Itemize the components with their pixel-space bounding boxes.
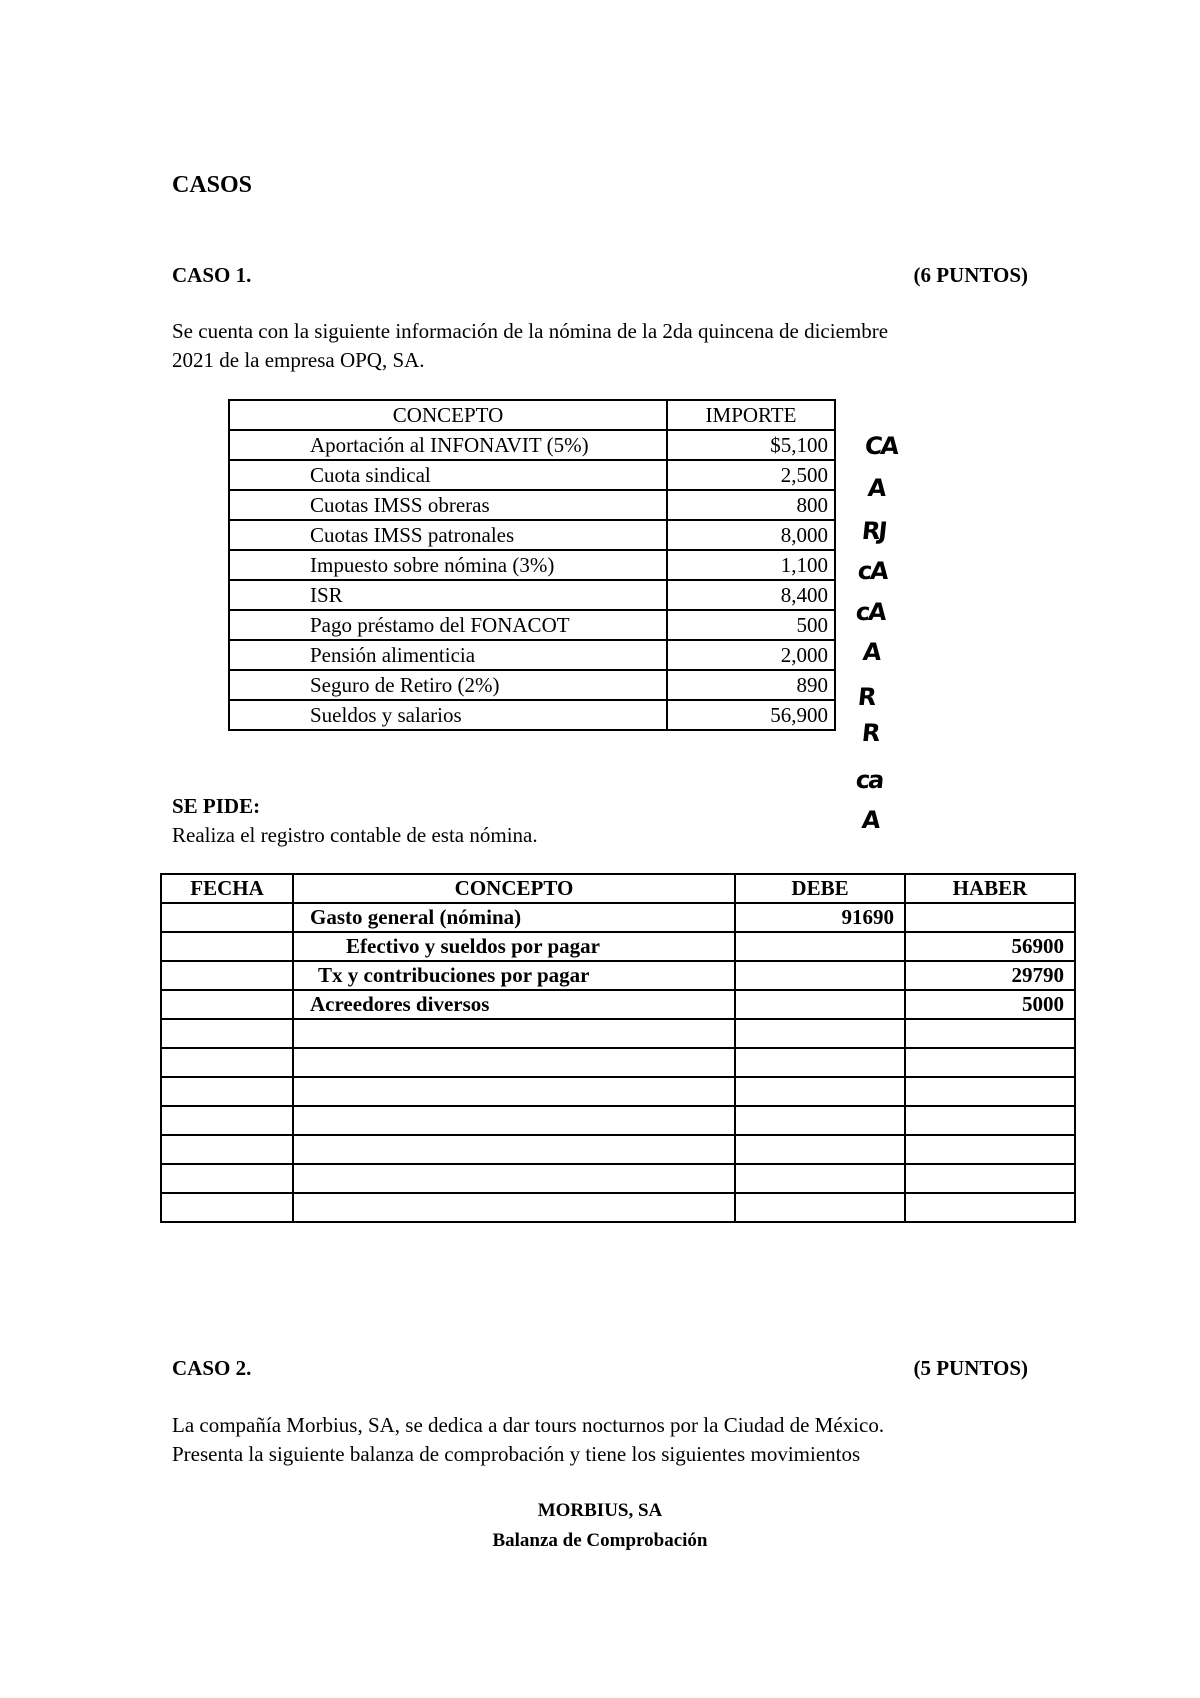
journal-concepto bbox=[293, 1048, 735, 1077]
handwritten-note: R bbox=[860, 719, 880, 747]
nomina-concept: Cuotas IMSS patronales bbox=[229, 520, 667, 550]
journal-concepto: Acreedores diversos bbox=[293, 990, 735, 1019]
journal-concepto bbox=[293, 1164, 735, 1193]
journal-haber: 29790 bbox=[905, 961, 1075, 990]
handwritten-note: cA bbox=[856, 557, 889, 585]
table-row bbox=[161, 1019, 1075, 1048]
caso2-intro-line1: La compañía Morbius, SA, se dedica a dar tours nocturnos por la Ciudad de México. bbox=[172, 1413, 885, 1437]
table-row bbox=[229, 430, 835, 460]
company-name: MORBIUS, SA bbox=[537, 1500, 663, 1521]
journal-haber bbox=[905, 1135, 1075, 1164]
caso1-intro-line2: 2021 de la empresa OPQ, SA. bbox=[172, 348, 425, 372]
nomina-concept: Aportación al INFONAVIT (5%) bbox=[229, 430, 667, 460]
table-row bbox=[161, 1164, 1075, 1193]
nomina-header-importe: IMPORTE bbox=[667, 400, 835, 430]
table-row bbox=[229, 610, 835, 640]
table-row bbox=[229, 550, 835, 580]
nomina-amount: 800 bbox=[667, 490, 835, 520]
nomina-amount: 8,400 bbox=[667, 580, 835, 610]
caso2-heading: CASO 2. bbox=[172, 1356, 252, 1380]
nomina-amount: 890 bbox=[667, 670, 835, 700]
journal-concepto: Gasto general (nómina) bbox=[293, 903, 735, 932]
nomina-concept: Pensión alimenticia bbox=[229, 640, 667, 670]
table-row bbox=[161, 1135, 1075, 1164]
caso2-intro-line2: Presenta la siguiente balanza de comprobación y tiene los siguientes movimientos bbox=[172, 1442, 861, 1466]
journal-header-fecha: FECHA bbox=[161, 874, 293, 903]
journal-haber bbox=[905, 1048, 1075, 1077]
page-title: CASOS bbox=[172, 172, 253, 198]
journal-fecha bbox=[161, 961, 293, 990]
journal-fecha bbox=[161, 1135, 293, 1164]
journal-debe bbox=[735, 1164, 905, 1193]
table-row bbox=[229, 670, 835, 700]
nomina-header-concepto: CONCEPTO bbox=[229, 400, 667, 430]
table-row bbox=[229, 460, 835, 490]
journal-haber: 56900 bbox=[905, 932, 1075, 961]
nomina-amount: 56,900 bbox=[667, 700, 835, 730]
nomina-concept: Pago préstamo del FONACOT bbox=[229, 610, 667, 640]
table-row bbox=[161, 1048, 1075, 1077]
table-row bbox=[161, 961, 1075, 990]
journal-debe bbox=[735, 932, 905, 961]
table-row bbox=[229, 700, 835, 730]
journal-debe bbox=[735, 1193, 905, 1222]
table-row bbox=[229, 580, 835, 610]
caso1-intro bbox=[172, 317, 1032, 375]
journal-fecha bbox=[161, 1077, 293, 1106]
nomina-concept: Seguro de Retiro (2%) bbox=[229, 670, 667, 700]
nomina-concept: Cuotas IMSS obreras bbox=[229, 490, 667, 520]
journal-fecha bbox=[161, 990, 293, 1019]
journal-header-debe: DEBE bbox=[735, 874, 905, 903]
se-pide-text: Realiza el registro contable de esta nómina. bbox=[172, 823, 538, 847]
journal-fecha bbox=[161, 1048, 293, 1077]
table-row bbox=[229, 640, 835, 670]
table-row bbox=[161, 932, 1075, 961]
journal-concepto: Efectivo y sueldos por pagar bbox=[293, 932, 735, 961]
journal-fecha bbox=[161, 1164, 293, 1193]
journal-fecha bbox=[161, 932, 293, 961]
journal-concepto bbox=[293, 1077, 735, 1106]
handwritten-note: RJ bbox=[860, 517, 887, 545]
nomina-table bbox=[228, 399, 836, 731]
report-title: Balanza de Comprobación bbox=[492, 1530, 708, 1551]
journal-concepto bbox=[293, 1193, 735, 1222]
journal-fecha bbox=[161, 1019, 293, 1048]
journal-haber bbox=[905, 1164, 1075, 1193]
caso2-points: (5 PUNTOS) bbox=[913, 1356, 1028, 1380]
journal-fecha bbox=[161, 1106, 293, 1135]
handwritten-note: R bbox=[856, 683, 876, 711]
caso1-heading: CASO 1. bbox=[172, 263, 252, 287]
handwritten-note: A bbox=[866, 474, 887, 502]
journal-debe bbox=[735, 1019, 905, 1048]
journal-debe bbox=[735, 1048, 905, 1077]
table-row bbox=[229, 520, 835, 550]
table-row bbox=[161, 1077, 1075, 1106]
journal-header-haber: HABER bbox=[905, 874, 1075, 903]
journal-debe: 91690 bbox=[735, 903, 905, 932]
handwritten-note: A bbox=[860, 806, 881, 834]
journal-haber bbox=[905, 903, 1075, 932]
handwritten-note: cA bbox=[854, 598, 887, 626]
se-pide-label: SE PIDE: bbox=[172, 794, 261, 818]
journal-haber bbox=[905, 1019, 1075, 1048]
nomina-concept: Sueldos y salarios bbox=[229, 700, 667, 730]
nomina-amount: 1,100 bbox=[667, 550, 835, 580]
nomina-amount: 2,500 bbox=[667, 460, 835, 490]
table-row bbox=[161, 903, 1075, 932]
handwritten-note: ca bbox=[854, 766, 884, 794]
caso1-points: (6 PUNTOS) bbox=[913, 263, 1028, 287]
journal-haber bbox=[905, 1077, 1075, 1106]
nomina-concept: ISR bbox=[229, 580, 667, 610]
table-row bbox=[161, 1193, 1075, 1222]
handwritten-note: CA bbox=[863, 432, 899, 460]
journal-concepto bbox=[293, 1135, 735, 1164]
journal-debe bbox=[735, 1135, 905, 1164]
journal-haber bbox=[905, 1193, 1075, 1222]
journal-debe bbox=[735, 961, 905, 990]
journal-concepto: Tx y contribuciones por pagar bbox=[293, 961, 735, 990]
journal-table bbox=[160, 873, 1076, 1223]
caso1-intro-line1: Se cuenta con la siguiente información de la nómina de la 2da quincena de diciembre bbox=[172, 319, 889, 343]
journal-fecha bbox=[161, 1193, 293, 1222]
journal-haber: 5000 bbox=[905, 990, 1075, 1019]
journal-fecha bbox=[161, 903, 293, 932]
journal-debe bbox=[735, 1077, 905, 1106]
nomina-concept: Impuesto sobre nómina (3%) bbox=[229, 550, 667, 580]
nomina-amount: 8,000 bbox=[667, 520, 835, 550]
table-row bbox=[161, 1106, 1075, 1135]
nomina-amount: $5,100 bbox=[667, 430, 835, 460]
handwritten-note: A bbox=[861, 638, 882, 666]
journal-debe bbox=[735, 990, 905, 1019]
table-row bbox=[161, 990, 1075, 1019]
caso2-intro bbox=[172, 1411, 1032, 1469]
journal-haber bbox=[905, 1106, 1075, 1135]
nomina-concept: Cuota sindical bbox=[229, 460, 667, 490]
journal-concepto bbox=[293, 1019, 735, 1048]
nomina-amount: 500 bbox=[667, 610, 835, 640]
journal-concepto bbox=[293, 1106, 735, 1135]
journal-header-concepto: CONCEPTO bbox=[293, 874, 735, 903]
table-row bbox=[229, 490, 835, 520]
journal-debe bbox=[735, 1106, 905, 1135]
nomina-amount: 2,000 bbox=[667, 640, 835, 670]
